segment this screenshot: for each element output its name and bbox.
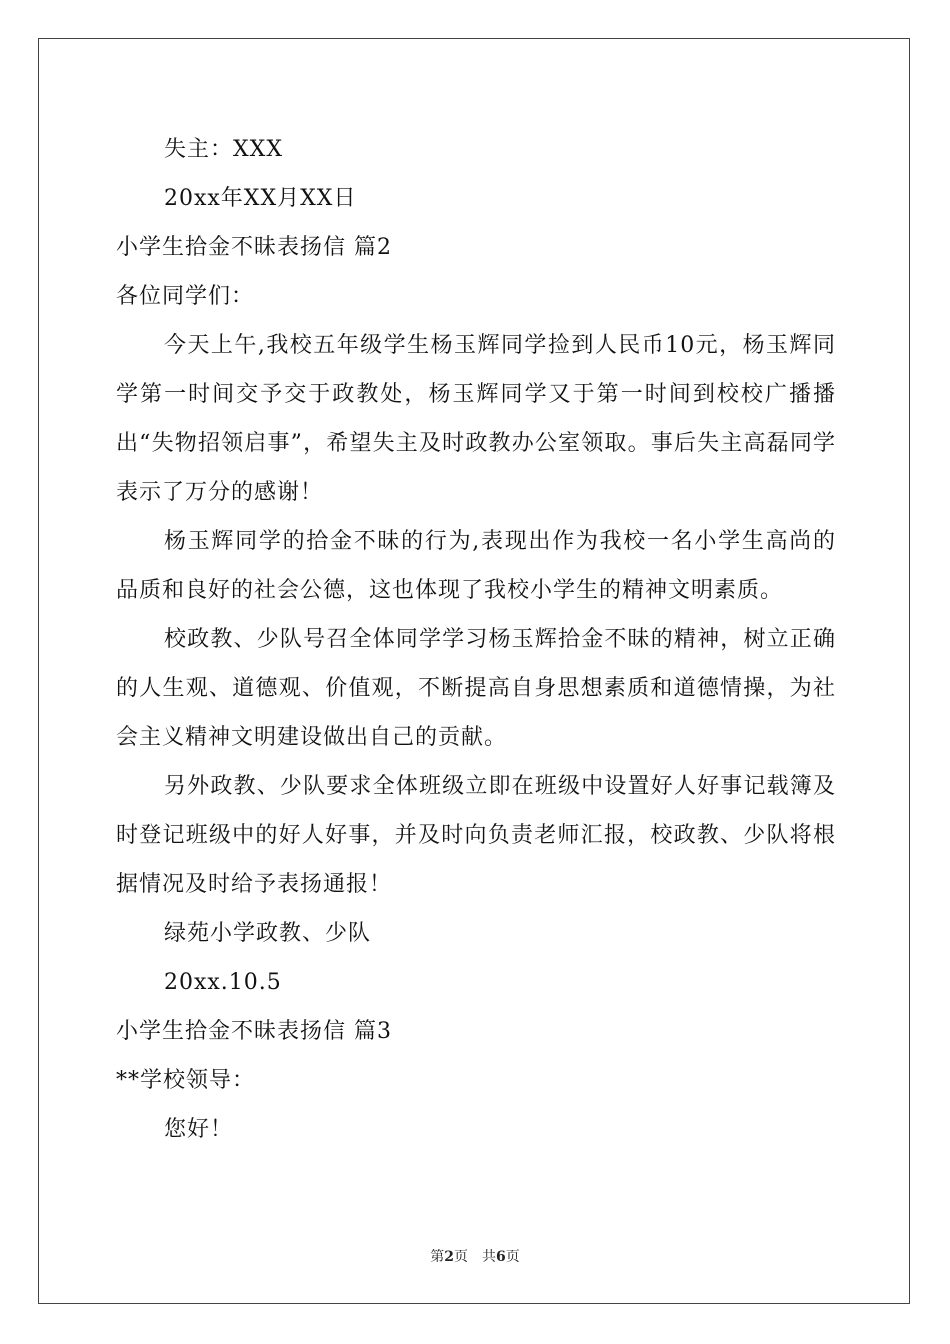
footer-suffix: 页 <box>505 1249 520 1265</box>
page-footer <box>0 1246 950 1266</box>
document-body <box>116 125 836 1154</box>
date-line: 20xx年XX月XX日 <box>164 186 357 211</box>
footer-prefix: 第 <box>430 1249 445 1265</box>
footer-page-number: 2 <box>444 1249 454 1265</box>
footer-total-pages: 6 <box>496 1249 506 1265</box>
section-title-3: 小学生拾金不昧表扬信 篇3 <box>116 1019 392 1044</box>
section-title-2: 小学生拾金不昧表扬信 篇2 <box>116 235 392 260</box>
owner-line: 失主：XXX <box>164 137 283 162</box>
paragraph-3: 校政教、少队号召全体同学学习杨玉辉拾金不昧的精神，树立正确的人生观、道德观、价值观，不断提高自身思想素质和道德情操，为社会主义精神文明建设做出自己的贡献。 <box>116 627 836 750</box>
footer-middle: 页 共 <box>454 1249 496 1265</box>
paragraph-1: 今天上午,我校五年级学生杨玉辉同学捡到人民币10元，杨玉辉同学第一时间交予交于政教处，杨玉辉同学又于第一时间到校校广播播出“失物招领启事”，希望失主及时政教办公室领取。事后失主高磊同学表示了万分的感谢！ <box>116 333 836 505</box>
greeting: 您好！ <box>164 1117 234 1142</box>
paragraph-2: 杨玉辉同学的拾金不昧的行为,表现出作为我校一名小学生高尚的品质和良好的社会公德，这也体现了我校小学生的精神文明素质。 <box>116 529 836 603</box>
salutation: 各位同学们： <box>116 284 255 309</box>
salutation-2: **学校领导： <box>116 1068 256 1093</box>
signature-line: 绿苑小学政教、少队 <box>164 921 372 946</box>
signature-date: 20xx.10.5 <box>164 970 282 995</box>
paragraph-4: 另外政教、少队要求全体班级立即在班级中设置好人好事记载簿及时登记班级中的好人好事，并及时向负责老师汇报，校政教、少队将根据情况及时给予表扬通报！ <box>116 774 836 897</box>
